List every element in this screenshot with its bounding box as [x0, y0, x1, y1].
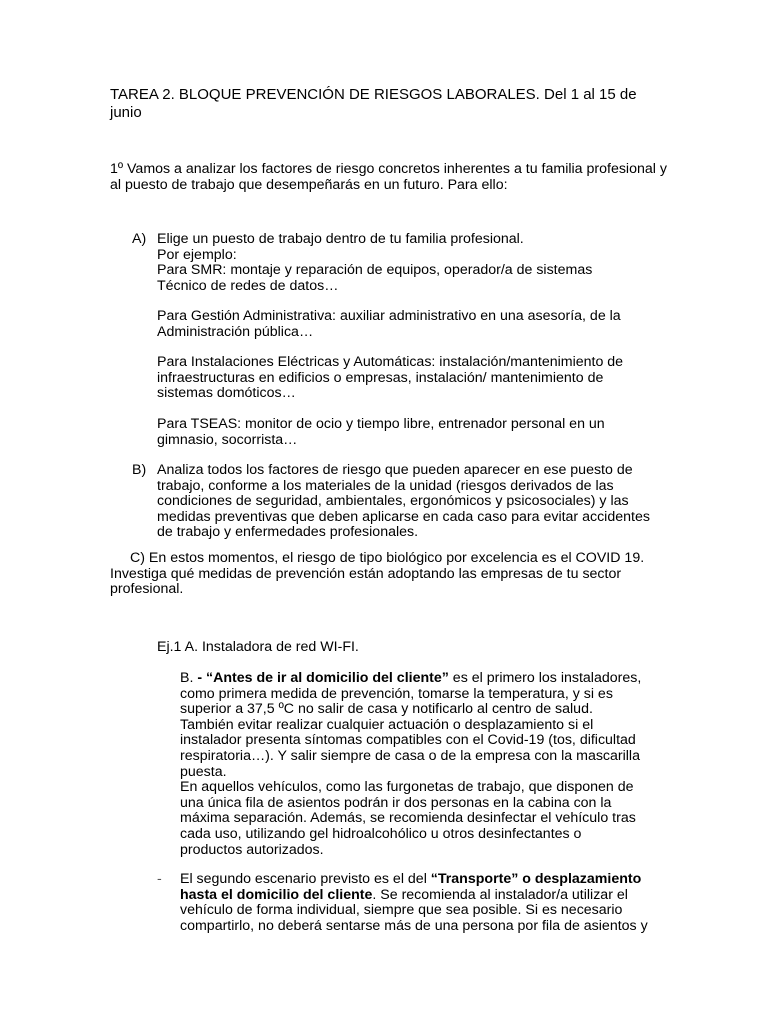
answer-b-bold: - “Antes de ir al domicilio del cliente”: [197, 670, 449, 686]
item-a-marker: A): [132, 231, 147, 247]
item-a-content: [157, 232, 657, 294]
example-heading: Ej.1 A. Instaladora de red WI-FI.: [157, 639, 359, 655]
bullet2-bold: “Transporte” o desplazamiento hasta el domicilio del cliente: [180, 871, 642, 903]
item-c-text: C) En estos momentos, el riesgo de tipo biológico por excelencia es el COVID 19. Investiga qué medidas de prevención están adoptando las empresas de tu sector profesional.: [110, 550, 645, 598]
item-a-line3: Para SMR: montaje y reparación de equipos, operador/a de sistemas: [157, 262, 593, 279]
answer-b-text: es el primero los instaladores, como primera medida de prevención, tomarse la temperatura, y si es superior a 37,5 ºC no salir de casa y notificarlo al centro de salud. También evitar realizar cualquier actuación o desplazamiento si el instalador presenta síntomas compatibles con el Covid-19 (tos, dificultad respiratoria…). Y salir siempre de casa o de la empresa con la mascarilla puesta.: [180, 670, 642, 780]
item-a-para3: Para Instalaciones Eléctricas y Automáticas: instalación/mantenimiento de infraestructuras en edificios o empresas, instalación/ mantenimiento de sistemas domóticos…: [157, 354, 624, 402]
bullet2-dash: -: [157, 871, 162, 887]
item-b-text: Analiza todos los factores de riesgo que pueden aparecer en ese puesto de trabajo, conforme a los materiales de la unidad (riesgos derivados de las condiciones de seguridad, ambientales, ergonómicos y psicosociales) y las medidas preventivas que deben aplicarse en cada caso para evitar accidentes de trabajo y enfermedades profesionales.: [157, 462, 650, 541]
item-a-para2: Para Gestión Administrativa: auxiliar administrativo en una asesoría, de la Administración pública…: [157, 308, 621, 340]
item-a-line1: Elige un puesto de trabajo dentro de tu familia profesional.: [157, 231, 524, 247]
intro-paragraph: 1º Vamos a analizar los factores de riesgo concretos inherentes a tu familia profesional y al puesto de trabajo que desempeñarás en un futuro. Para ello:: [110, 161, 667, 193]
answer-b-prefix: B.: [180, 670, 198, 686]
item-b-marker: B): [132, 462, 147, 478]
item-a-para4: Para TSEAS: monitor de ocio y tiempo libre, entrenador personal en un gimnasio, socorrista…: [157, 416, 605, 448]
item-a-line4: Técnico de redes de datos…: [157, 277, 339, 294]
bullet2-text2: . Se recomienda al instalador/a utilizar el vehículo de forma individual, siempre que sea posible. Si es necesario compartirlo, no deberá sentarse más de una persona por fila de asientos y: [180, 886, 648, 934]
bullet2-text1: El segundo escenario previsto es el del: [180, 871, 431, 887]
document-title: TAREA 2. BLOQUE PREVENCIÓN DE RIESGOS LABORALES. Del 1 al 15 de junio: [110, 86, 637, 121]
answer-b: [180, 671, 646, 858]
bullet2-text: [180, 872, 650, 934]
answer-b-para2: En aquellos vehículos, como las furgonetas de trabajo, que disponen de una única fila de asientos podrán ir dos personas en la cabina con la máxima separación. Además, se recomienda desinfectar el vehículo tras cada uso, utilizando gel hidroalcohólico u otros desinfectantes o productos autorizados.: [180, 779, 636, 858]
item-a-line2: Por ejemplo:: [157, 246, 237, 263]
